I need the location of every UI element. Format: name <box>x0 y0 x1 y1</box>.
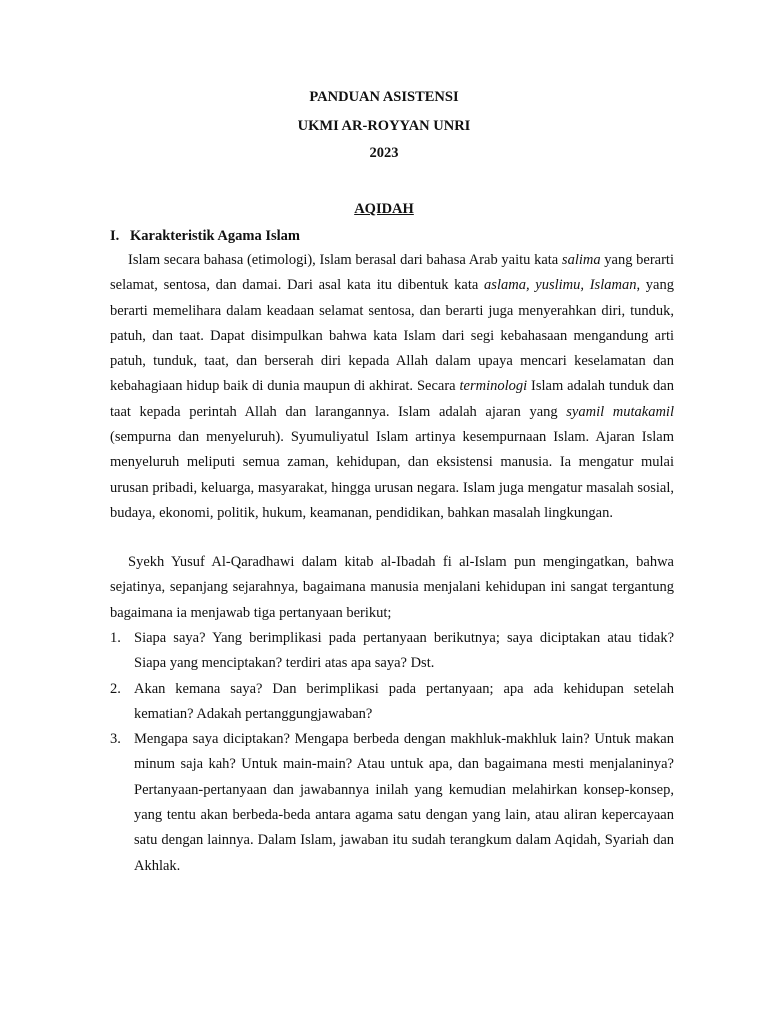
paragraph-text: (sempurna dan menyeluruh). Syumuliyatul Islam artinya kesempurnaan Islam. Ajaran Islam menyeluruh meliputi semua zaman, kehidupan, dan eksistensi manusia. Ia mengatur mulai urusan pribadi, keluarga, masyarakat, hingga urusan negara. Islam juga mengatur masalah sosial, budaya, ekonomi, politik, hukum, keamanan, pendidikan, bahkan masalah lingkungan. <box>110 429 674 521</box>
subsection-title: Karakteristik Agama Islam <box>130 228 300 244</box>
list-item-text: Akan kemana saya? Dan berimplikasi pada pertanyaan; apa ada kehidupan setelah kematian? Adakah pertanggungjawaban? <box>134 680 674 722</box>
list-item-text: Mengapa saya diciptakan? Mengapa berbeda dengan makhluk-makhluk lain? Untuk makan minum saja kah? Untuk main-main? Atau untuk apa, dan bagaimana mesti menjalaninya? Pertanyaan-pertanyaan dan jawabannya inilah yang kemudian melahirkan konsep-konsep, yang tentu akan berbeda-beda antara agama satu dengan yang lain, atau aliran kepercayaan satu dengan lainnya. Dalam Islam, jawaban itu sudah terangkum dalam Aqidah, Syariah dan Akhlak. <box>134 731 674 874</box>
list-item-text: Siapa saya? Yang berimplikasi pada pertanyaan berikutnya; saya diciptakan atau tidak? Siapa yang menciptakan? terdiri atas apa saya? Dst. <box>134 630 674 672</box>
list-item <box>110 727 674 879</box>
list-item <box>110 677 674 728</box>
list-item-number: 1. <box>110 630 121 646</box>
document-title-line-1: PANDUAN ASISTENSI <box>309 89 459 105</box>
paragraph-text: Islam secara bahasa (etimologi), Islam berasal dari bahasa Arab yaitu kata <box>128 252 562 268</box>
paragraph-qaradhawi <box>110 550 674 626</box>
section-heading: AQIDAH <box>354 201 414 217</box>
subsection-heading <box>110 226 300 246</box>
list-item-number: 3. <box>110 731 121 748</box>
document-year: 2023 <box>369 145 399 161</box>
paragraph-text: Islam adalah tunduk dan taat kepada perintah Allah dan larangannya. Islam adalah ajaran yang <box>110 378 674 420</box>
term-syamil-mutakamil: syamil mutakamil <box>566 403 674 420</box>
list-item <box>110 626 674 677</box>
term-terminologi: terminologi <box>459 378 528 395</box>
term-salima: salima <box>561 252 601 268</box>
paragraph-text: , yang berarti memelihara dalam keadaan selamat sentosa, dan berarti juga menyerahkan diri, tunduk, patuh, dan taat. Dapat disimpulkan bahwa kata Islam dari segi kebahasaan mengandung arti patuh, tunduk, taat, dan berserah diri kepada Allah dalam upaya mencari keselamatan dan kebahagiaan hidup baik di dunia maupun di akhirat. Secara <box>110 277 674 395</box>
document-title-line-2: UKMI AR-ROYYAN UNRI <box>297 118 471 134</box>
questions-list <box>110 626 674 879</box>
paragraph-text: Syekh Yusuf Al-Qaradhawi dalam kitab al-Ibadah fi al-Islam pun mengingatkan, bahwa sejatinya, sepanjang sejarahnya, bagaimana manusia menjalani kehidupan ini sangat tergantung bagaimana ia menjawab tiga pertanyaan berikut; <box>110 554 674 621</box>
paragraph-definition <box>110 248 674 526</box>
list-item-number: 2. <box>110 680 121 697</box>
subsection-number: I. <box>110 228 120 244</box>
term-aslama: aslama, yuslimu, Islaman <box>484 277 637 294</box>
paragraph-text: yang berarti selamat, sentosa, dan damai. Dari asal kata itu dibentuk kata <box>110 252 674 294</box>
